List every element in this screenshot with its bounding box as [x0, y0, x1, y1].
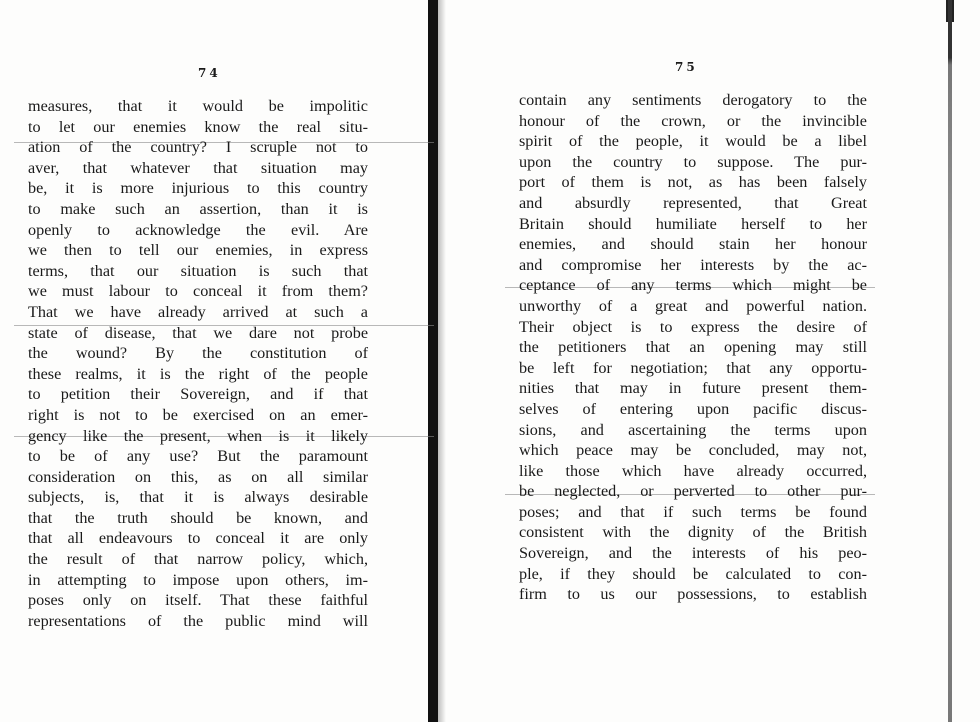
text-line: ple, if they should be calculated to con-	[519, 564, 867, 583]
text-line: enemies, and should stain her honour	[519, 235, 867, 254]
text-line: like those which have already occurred,	[519, 461, 867, 480]
text-line: and compromise her interests by the ac-	[519, 255, 867, 274]
text-line: in attempting to impose upon others, im-	[28, 570, 368, 589]
text-line: selves of entering upon pacific discus-	[519, 399, 867, 418]
text-line: and absurdly represented, that Great	[519, 193, 867, 212]
right-page-text	[519, 90, 867, 605]
text-line: firm to us our possessions, to establish	[519, 585, 867, 604]
text-line: to make such an assertion, than it is	[28, 199, 368, 218]
text-line: we must labour to conceal it from them?	[28, 282, 368, 301]
right-page-number: 75	[675, 60, 698, 74]
text-line: sions, and ascertaining the terms upon	[519, 420, 867, 439]
text-line: poses only on itself. That these faithful	[28, 591, 368, 610]
text-line: gency like the present, when is it likely	[28, 426, 368, 445]
text-line: ation of the country? I scruple not to	[28, 138, 368, 157]
text-line: unworthy of a great and powerful nation.	[519, 296, 867, 315]
text-line: be, it is more injurious to this country	[28, 179, 368, 198]
text-line: consistent with the dignity of the British	[519, 523, 867, 542]
text-line: measures, that it would be impolitic	[28, 97, 368, 115]
text-line: we then to tell our enemies, in express	[28, 241, 368, 260]
text-line: spirit of the people, it would be a libel	[519, 132, 867, 151]
text-line: be left for negotiation; that any opportu-	[519, 358, 867, 377]
text-line: nities that may in future present them-	[519, 379, 867, 398]
text-line: these realms, it is the right of the people	[28, 364, 368, 383]
text-line: terms, that our situation is such that	[28, 261, 368, 280]
text-line: that the truth should be known, and	[28, 508, 368, 527]
text-line: the wound? By the constitution of	[28, 344, 368, 363]
text-line: which peace may be concluded, may not,	[519, 441, 867, 460]
text-line: representations of the public mind will	[28, 611, 368, 630]
text-line: Sovereign, and the interests of his peo-	[519, 544, 867, 563]
text-line: Their object is to express the desire of	[519, 317, 867, 336]
text-line: openly to acknowledge the evil. Are	[28, 220, 368, 239]
text-line: subjects, is, that it is always desirable	[28, 488, 368, 507]
text-line: ceptance of any terms which might be	[519, 276, 867, 295]
text-line: poses; and that if such terms be found	[519, 502, 867, 521]
text-line: consideration on this, as on all similar	[28, 467, 368, 486]
left-page-text	[28, 96, 368, 631]
left-page-number: 74	[198, 66, 221, 80]
text-line: contain any sentiments derogatory to the	[519, 91, 867, 109]
gutter-shadow	[438, 0, 446, 722]
text-line: the result of that narrow policy, which,	[28, 550, 368, 569]
text-line: to let our enemies know the real situ-	[28, 117, 368, 136]
book-gutter	[428, 0, 438, 722]
text-line: that all endeavours to conceal it are only	[28, 529, 368, 548]
text-line: Britain should humiliate herself to her	[519, 214, 867, 233]
text-line: be neglected, or perverted to other pur-	[519, 482, 867, 501]
page-edge	[948, 0, 952, 722]
text-line: state of disease, that we dare not probe	[28, 323, 368, 342]
text-line: upon the country to suppose. The pur-	[519, 152, 867, 171]
text-line: to petition their Sovereign, and if that	[28, 385, 368, 404]
text-line: That we have already arrived at such a	[28, 302, 368, 321]
text-line: to be of any use? But the paramount	[28, 447, 368, 466]
text-line: right is not to be exercised on an emer-	[28, 405, 368, 424]
text-line: the petitioners that an opening may still	[519, 338, 867, 357]
text-line: aver, that whatever that situation may	[28, 158, 368, 177]
text-line: honour of the crown, or the invincible	[519, 111, 867, 130]
text-line: port of them is not, as has been falsely	[519, 173, 867, 192]
